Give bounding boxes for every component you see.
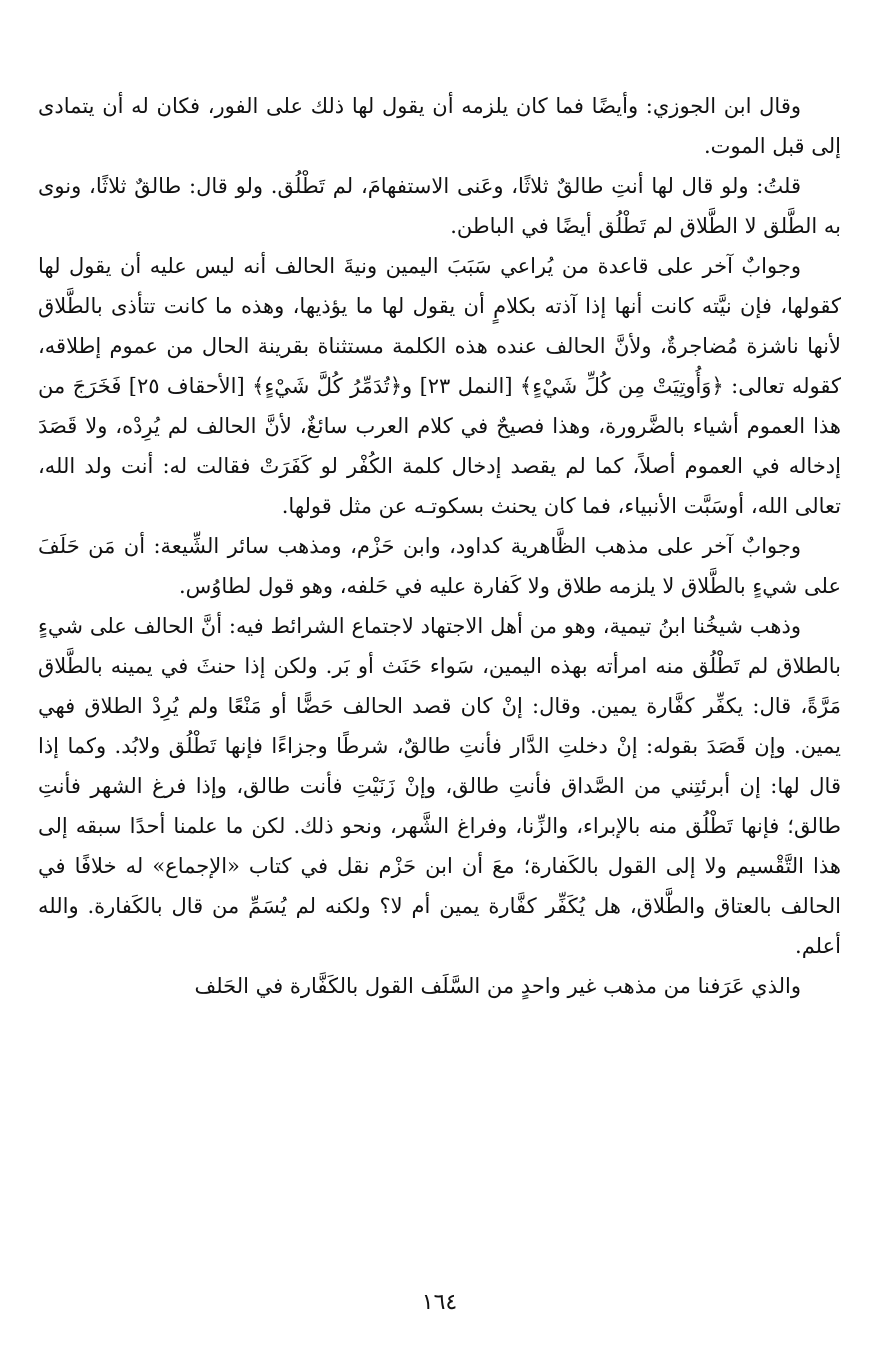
paragraph-ibn-al-jawzi: وقال ابن الجوزي: وأيضًا فما كان يلزمه أن يقول لها ذلك على الفور، فكان له أن يتمادى إلى قبل الموت. — [38, 94, 841, 158]
paragraph-second-answer: وجوابٌ آخر على قاعدة من يُراعي سَبَبَ اليمين ونيةَ الحالف أنه ليس عليه أن يقول لها كقولها، فإن نيَّته كانت أنها إذا آذته بكلامٍ أن يقول لها ما يؤذيها، وهذه ما كانت تتأذى بالطَّلاق لأنها ناشزة مُضاجرةٌ، ولأنَّ الحالف عنده هذه الكلمة مستثناة بقرينة الحال من عموم إطلاقه، كقوله تعالى: ﴿وَأُوتِيَتْ مِن كُلِّ شَيْءٍ﴾ [النمل ٢٣] و﴿تُدَمِّرُ كُلَّ شَيْءٍ﴾ [الأحقاف ٢٥] فَخَرَجَ من هذا العموم أشياء بالضَّرورة، وهذا فصيحٌ في كلام العرب سائغٌ، لأنَّ الحالف لم يُرِدْه، ولا قَصَدَ إدخاله في العموم أصلاً، كما لم يقصد إدخال كلمة الكُفْر لو كَفَرَتْ فقالت له: أنت ولد الله، تعالى الله، أوسَبَّت الأنبياء، فما كان يحنث بسكوتـه عن مثل قولها. — [38, 254, 842, 518]
paragraph-ibn-taymiyya: وذهب شيخُنا ابنُ تيمية، وهو من أهل الاجتهاد لاجتماع الشرائط فيه: أنَّ الحالف على شيءٍ بالطلاق لم تَطْلُق منه امرأته بهذه اليمين، سَواء حَنَث أو بَر. ولكن إذا حنثَ في يمينه بالطَّلاق مَرَّةً، قال: يكفِّر كفَّارة يمين. وقال: إنْ كان قصد الحالف حَضًّا أو مَنْعًا ولم يُرِدْ الطلاق فهي يمين. وإن قَصَدَ بقوله: إنْ دخلتِ الدَّار فأنتِ طالقٌ، شرطًا وجزاءًا فإنها تَطْلُق ولابُد. وكما إذا قال لها: إن أبرئتِني من الصَّداق فأنتِ طالق، وإنْ زَنَيْتِ فأنت طالق، وإذا فرغ الشهر فأنتِ طالق؛ فإنها تَطْلُق منه بالإبراء، والزِّنا، وفراغ الشَّهر، ونحو ذلك. لكن ما علمنا أحدًا سبقه إلى هذا التَّقْسيم ولا إلى القول بالكَفارة؛ معَ أن ابن حَزْم نقل في كتاب «الإجماع» له خلافًا في الحالف بالعتاق والطَّلاق، هل يُكَفِّر كفَّارة يمين أم لا؟ ولكنه لم يُسَمِّ من قال بالكَفارة. والله أعلم. — [38, 614, 841, 958]
paragraph-qultu: قلتُ: ولو قال لها أنتِ طالقٌ ثلاثًا، وعَنى الاستفهامَ، لم تَطْلُق. ولو قال: طالقٌ ثلاثًا، ونوى به الطَّلق لا الطَّلاق لم تَطْلُق أيضًا في الباطن. — [38, 174, 841, 238]
paragraph-zahiri-answer: وجوابٌ آخر على مذهب الظَّاهرية كداود، وابن حَزْم، ومذهب سائر الشِّيعة: أن مَن حَلَفَ على شيءٍ بالطَّلاق لا يلزمه طلاق ولا كَفارة عليه في حَلفه، وهو قول لطاوُس. — [38, 534, 841, 598]
body-text — [38, 86, 841, 1006]
page-number: ١٦٤ — [421, 1290, 458, 1315]
paragraph-salaf: والذي عَرَفنا من مذهب غير واحدٍ من السَّلَف القول بالكَفَّارة في الحَلف — [194, 974, 801, 998]
